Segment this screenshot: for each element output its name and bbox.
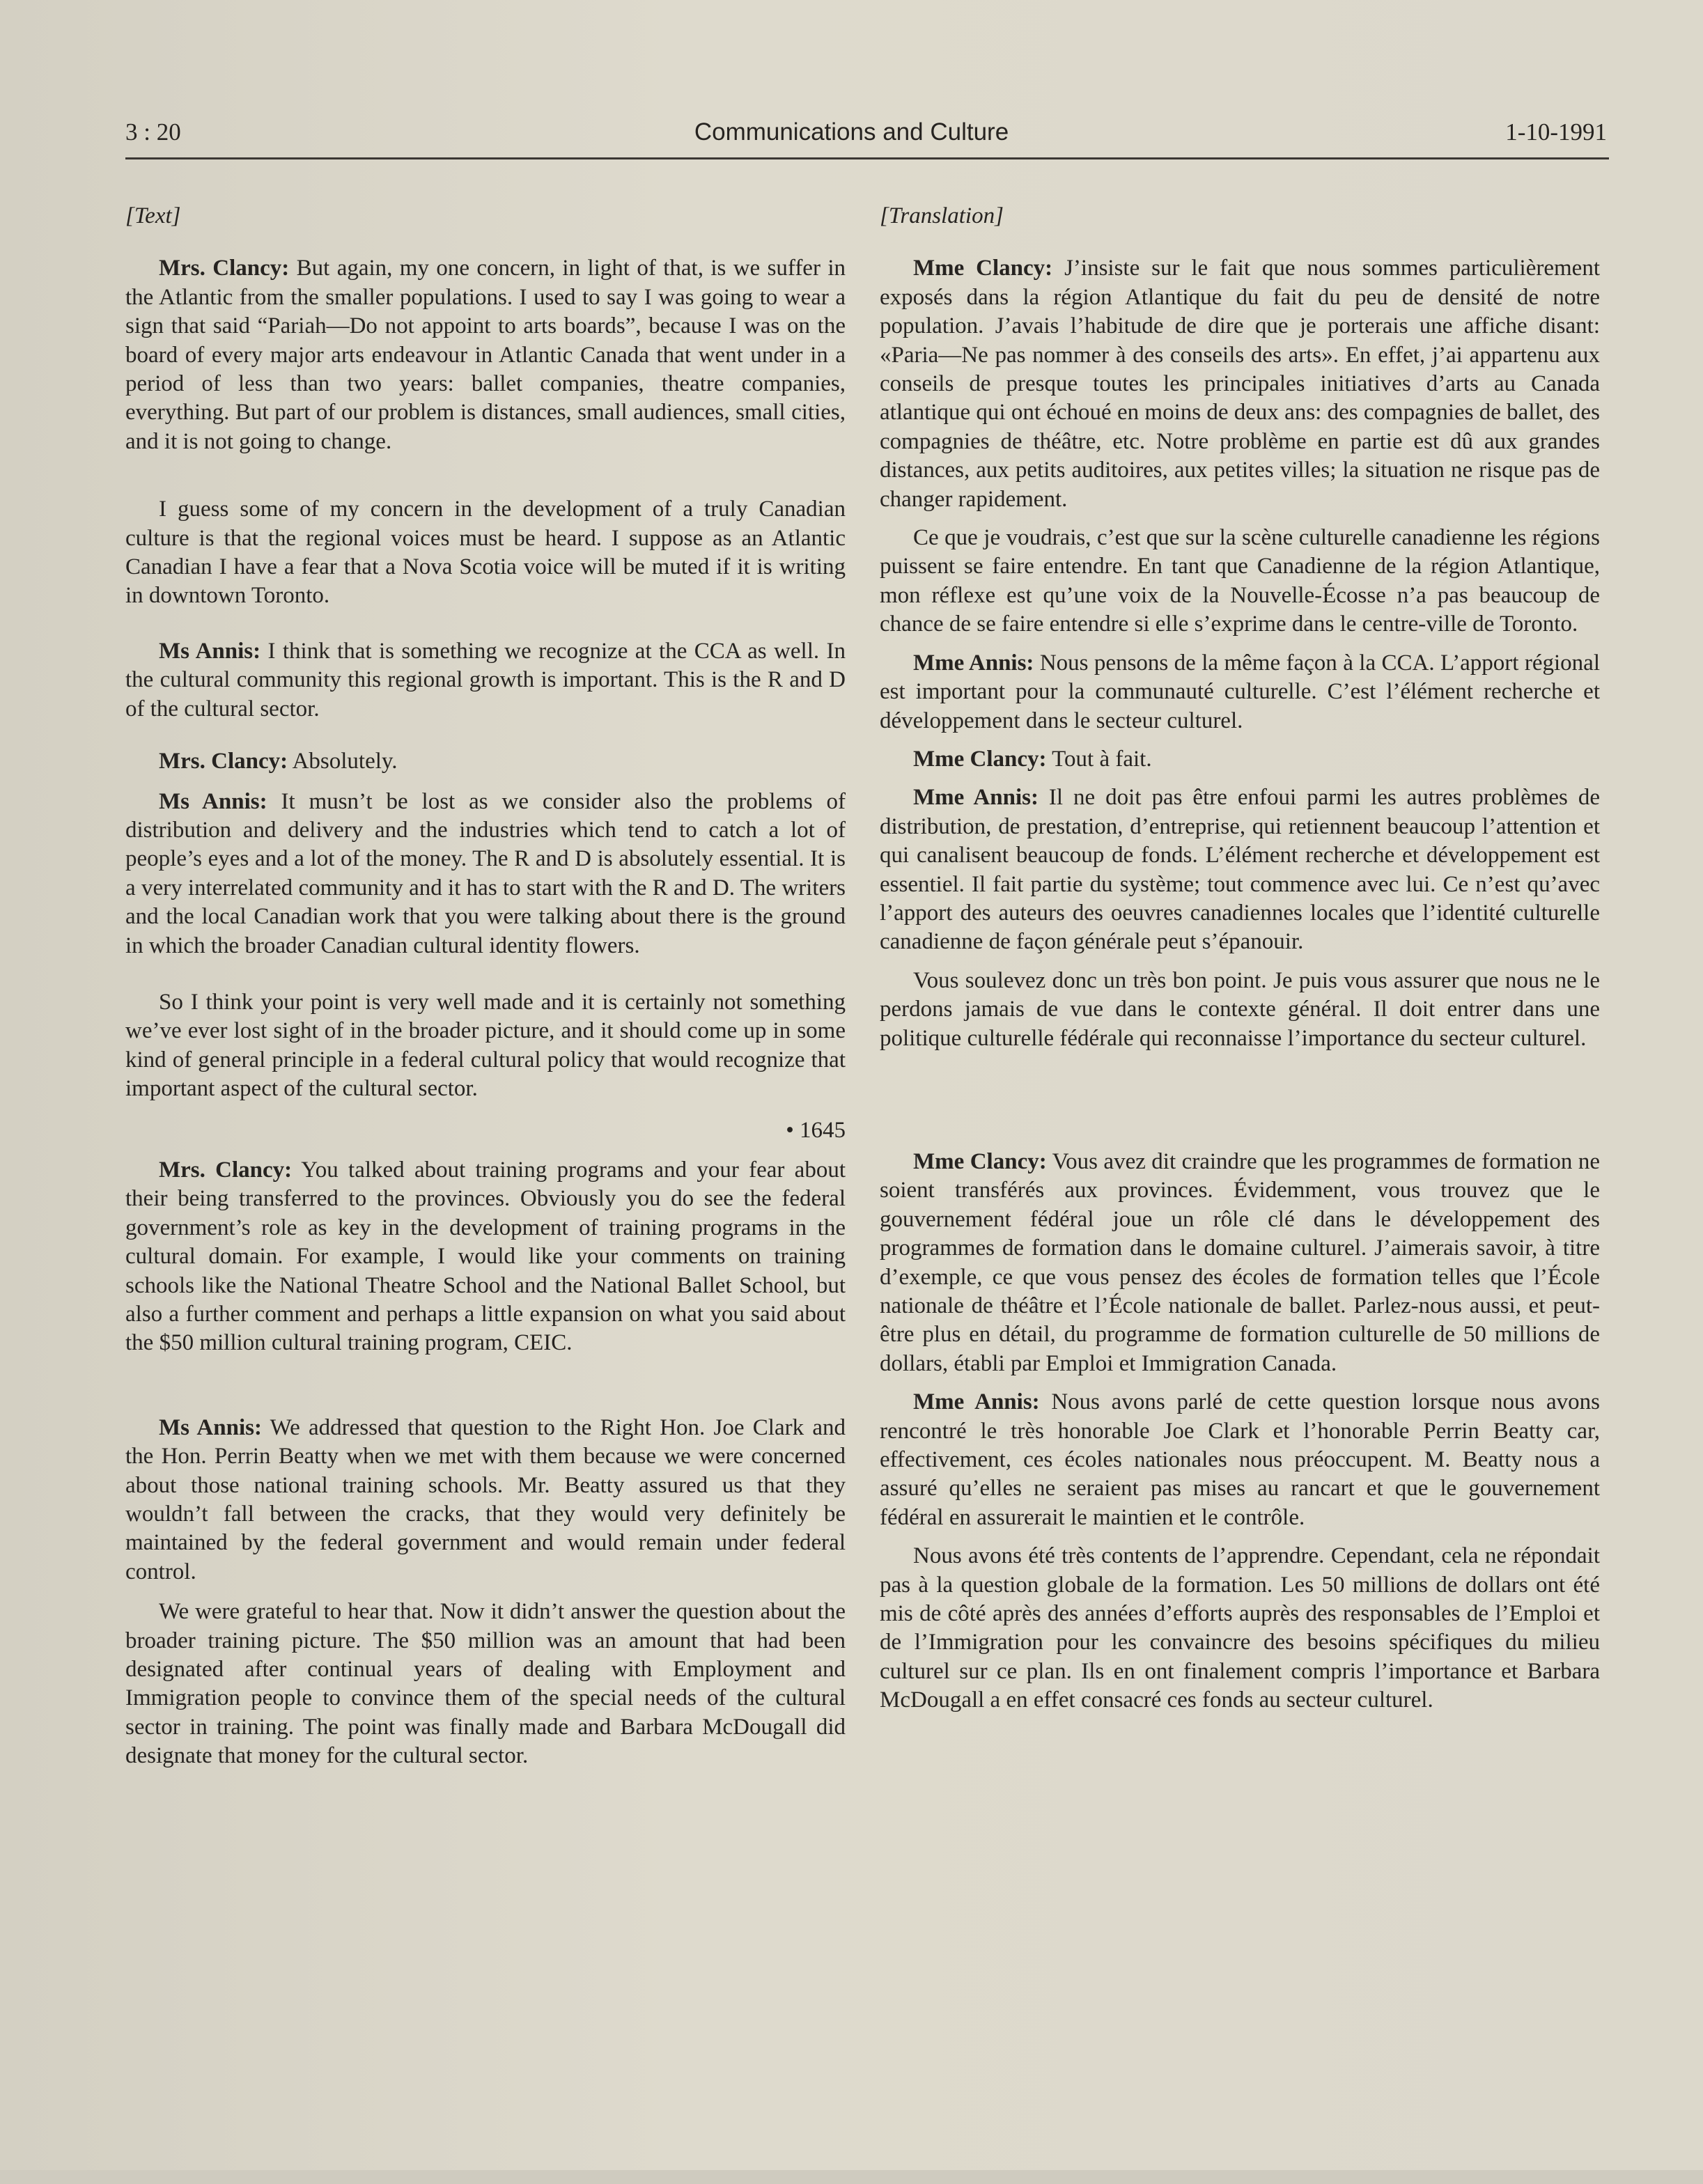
speech-text: I guess some of my concern in the development of a truly Canadian culture is that the regional voices must be heard. I suppose as an Atlantic Canadian I have a fear that a Nova Scotia voice will be muted if it is writing in downtown Toronto. [125, 497, 846, 609]
speaker-name: Mme Annis: [913, 650, 1034, 676]
column-heading: [Translation] [880, 203, 1004, 228]
paragraph [125, 1414, 846, 1586]
paragraph [125, 1156, 846, 1358]
spacer [125, 456, 846, 495]
speech-text: It musn’t be lost as we consider also the problems of distribution and delivery and the industries which tend to catch a lot of people’s eyes and a lot of the money. The R and D is absolutely essential. It is a very interrelated community and it has to start with the R and D. The writers and the local Canadian work that you were talking about there is the ground in which the broader Canadian cultural identity flowers. [125, 788, 846, 958]
speech-text: Absolutely. [288, 749, 398, 774]
spacer [125, 960, 846, 988]
paragraph [125, 254, 846, 456]
spacer [880, 957, 1600, 967]
speech-text: Ce que je voudrais, c’est que sur la scène culturelle canadienne les régions puissent se faire entendre. En tant que Canadienne de la région Atlantique, mon réflexe est qu’une voix de la Nouvelle-Écosse n’a pas beaucoup de chance de se faire entendre si elle s’exprime dans le centre-ville de Toronto. [880, 525, 1600, 637]
speech-text: Vous avez dit craindre que les programmes de formation ne soient transférés aux provinces. Évidemment, vous trouvez que le gouvernement fédéral joue un rôle clé dans le développement des programmes de formation dans le domaine culturel. J’aimerais savoir, à titre d’exemple, ce que vous pensez des écoles de formation telles que l’École nationale de théâtre et l’École nationale de ballet. Parlez-nous aussi, et peut-être plus en détail, du programme de formation culturelle de 50 millions de dollars, établi par Emploi et Immigration Canada. [880, 1148, 1600, 1376]
speech-text: We addressed that question to the Right Hon. Joe Clark and the Hon. Perrin Beatty when we met with them because we were concerned about those national training schools. Mr. Beatty assured us that they wouldn’t fall between the cracks, that they would very definitely be maintained by the federal government and would remain under federal control. [125, 1414, 846, 1584]
speech-text: Il ne doit pas être enfoui parmi les autres problèmes de distribution, de prestation, d’entreprise, qui retiennent beaucoup l’attention et qui canalisent beaucoup de fonds. L’élément recherche et développement est essentiel. Il fait partie du système; tout commence avec lui. Ce n’est qu’avec l’apport des auteurs des oeuvres canadiennes locales que l’identité culturelle canadienne de façon générale peut s’épanouir. [880, 785, 1601, 955]
time-marker: • 1645 [786, 1117, 846, 1143]
spacer [125, 611, 846, 637]
speaker-name: Ms Annis: [159, 1414, 262, 1440]
speech-text: Nous pensons de la même façon à la CCA. L’apport régional est important pour la communauté culturelle. C’est l’élément recherche et développement dans le secteur culturel. [880, 650, 1600, 733]
paragraph [880, 745, 1600, 774]
paragraph [125, 637, 846, 724]
speech-text: Nous avons parlé de cette question lorsque nous avons rencontré le très honorable Joe Clark et l’honorable Perrin Beatty car, effectivement, ces écoles nationales nous préoccupent. M. Beatty nous a assuré qu’elles ne seraient pas mises au rancart et que le gouvernement fédéral en assurerait le maintien et le contrôle. [880, 1389, 1600, 1530]
speaker-name: Ms Annis: [159, 638, 261, 664]
paragraph [125, 988, 846, 1104]
spacer [125, 777, 846, 788]
paragraph [125, 747, 846, 776]
spacer [125, 1145, 846, 1156]
paragraph [880, 254, 1600, 514]
speech-text: So I think your point is very well made and it is certainly not something we’ve ever lost sight of in the broader picture, and it should come up in some kind of general principle in a federal cultural policy that would recognize that important aspect of the cultural sector. [125, 989, 846, 1102]
spacer [125, 1586, 846, 1598]
column-heading: [Text] [125, 203, 181, 228]
column-heading-label: Text [134, 203, 172, 228]
speech-text: Tout à fait. [1046, 746, 1152, 772]
speaker-name: Ms Annis: [159, 788, 267, 814]
speaker-name: Mme Annis: [913, 785, 1039, 811]
paragraph [880, 1388, 1600, 1532]
paragraph [880, 967, 1600, 1053]
speech-text: Nous avons été très contents de l’apprendre. Cependant, cela ne répondait pas à la question globale de la formation. Les 50 millions de dollars ont été mis de côté après des années d’efforts auprès des responsables de l’Emploi et de l’Immigration pour les convaincre des besoins spécifiques du milieu culturel sur ce plan. Ils en ont finalement compris l’importance et Barbara McDougall a en effet consacré ces fonds au secteur culturel. [880, 1543, 1600, 1713]
paragraph [880, 1542, 1600, 1715]
spacer [880, 1378, 1600, 1388]
paragraph [125, 788, 846, 960]
spacer [880, 231, 1600, 254]
spacer [880, 1053, 1600, 1148]
speaker-name: Mme Clancy: [913, 746, 1047, 772]
spacer [125, 231, 846, 254]
paragraph [880, 649, 1600, 735]
column-heading-label: Translation [888, 203, 995, 228]
page-edge [0, 2170, 1703, 2184]
paragraph [880, 783, 1600, 956]
page-number: 3 : 20 [125, 118, 181, 146]
spacer [125, 724, 846, 747]
speaker-name: Mrs. Clancy: [159, 256, 290, 281]
english-column [125, 202, 846, 1771]
speech-text: You talked about training programs and your fear about their being transferred to the provinces. Obviously you do see the federal government’s role as key in the development of training programs in the cultural domain. For example, I would like your comments on training schools like the National Theatre School and the National Ballet School, but also a further comment and perhaps a little expansion on what you said about the $50 million cultural training program, CEIC. [125, 1157, 846, 1356]
running-title: Communications and Culture [694, 118, 1009, 146]
speech-text: I think that is something we recognize at the CCA as well. In the cultural community this regional growth is important. This is the R and D of the cultural sector. [125, 638, 846, 722]
spacer [880, 1532, 1600, 1542]
paragraph [880, 524, 1600, 639]
speaker-name: Mme Clancy: [913, 256, 1053, 281]
spacer [880, 639, 1600, 649]
paragraph [125, 1598, 846, 1770]
speech-text: We were grateful to hear that. Now it didn’t answer the question about the broader training picture. The $50 million was an amount that had been designated after continual years of dealing with Employment and Immigration people to convince them of the special needs of the cultural sector in training. The point was finally made and Barbara McDougall did designate that money for the cultural sector. [125, 1599, 846, 1769]
header-rule [125, 157, 1609, 159]
paragraph [125, 495, 846, 611]
speaker-name: Mrs. Clancy: [159, 1157, 293, 1183]
speaker-name: Mrs. Clancy: [159, 749, 288, 774]
spacer [880, 514, 1600, 524]
speaker-name: Mme Clancy: [913, 1148, 1047, 1174]
speech-text: Vous soulevez donc un très bon point. Je puis vous assurer que nous ne le perdons jamais de vue dans le contexte général. Il doit entrer dans une politique culturelle fédérale qui reconnaisse l’importance du secteur culturel. [880, 967, 1600, 1051]
speech-text: But again, my one concern, in light of that, is we suffer in the Atlantic from the smaller populations. I used to say I was going to wear a sign that said “Pariah—Do not appoint to arts boards”, because I was on the board of every major arts endeavour in Atlantic Canada that went under in a period of less than two years: ballet companies, theatre companies, everything. But part of our problem is distances, small audiences, small cities, and it is not going to change. [125, 256, 846, 454]
spacer [880, 774, 1600, 783]
paragraph [880, 1148, 1600, 1378]
speaker-name: Mme Annis: [913, 1389, 1040, 1415]
spacer [125, 1358, 846, 1414]
page-date: 1-10-1991 [1505, 118, 1607, 146]
spacer [880, 735, 1600, 745]
french-column [880, 202, 1600, 1715]
spacer [125, 1104, 846, 1116]
speech-text: J’insiste sur le fait que nous sommes particulièrement exposés dans la région Atlantique du fait du peu de densité de notre population. J’avais l’habitude de dire que je porterais une affiche disant: «Paria—Ne pas nommer à des conseils des arts». En effet, j’ai appartenu aux conseils de presque toutes les principales initiatives d’arts au Canada atlantique qui ont échoué en moins de deux ans: des compagnies de ballet, des compagnies de théâtre, etc. Notre problème en partie est dû aux grandes distances, aux petits auditoires, aux petites villes; la situation ne risque pas de changer rapidement. [880, 256, 1600, 512]
